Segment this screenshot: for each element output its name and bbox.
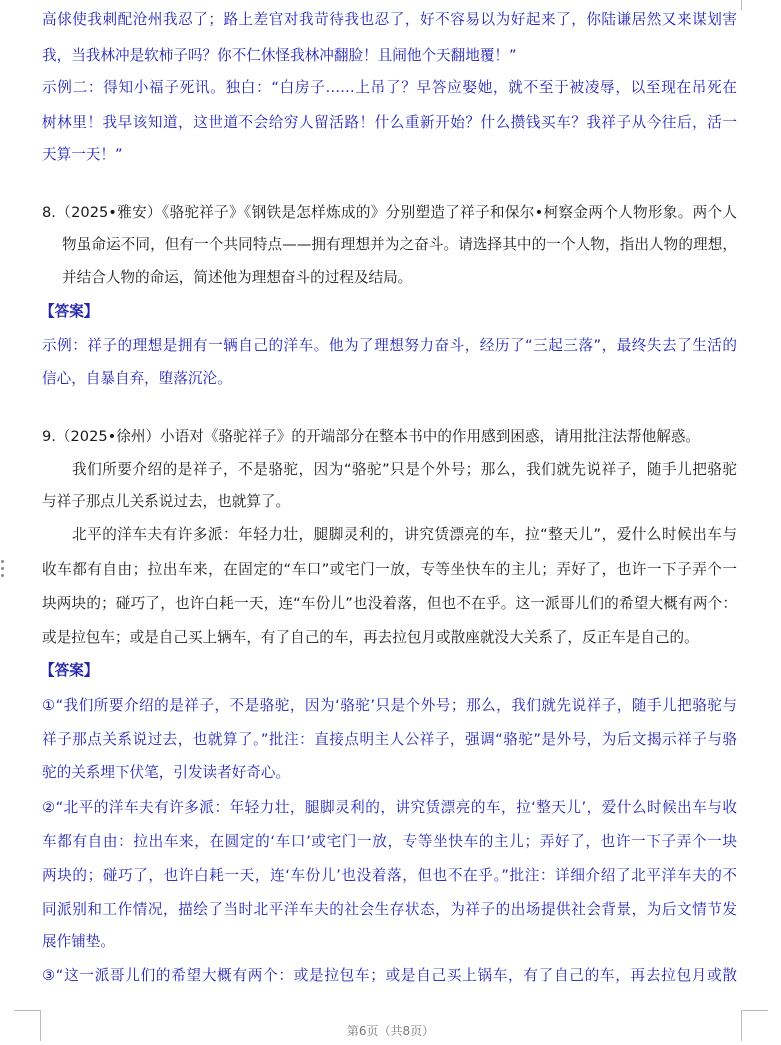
question-text-line: 物虽命运不同，但有一个共同特点——拥有理想并为之奋斗。请选择其中的一个人物，指出人物的理想， [62, 236, 737, 253]
question-text-line: 我们所要介绍的是祥子，不是骆驼，因为“骆驼”只是个外号；那么，我们就先说祥子，随手儿把骆驼 [72, 461, 737, 478]
question-text-line: 北平的洋车夫有许多派：年轻力壮，腿脚灵利的，讲究赁漂亮的车，拉“整天儿”，爱什么时候出车与 [72, 526, 737, 543]
question-text-line: 8.（2025•雅安）《骆驼祥子》《钢铁是怎样炼成的》分别塑造了祥子和保尔•柯察金两个人物形象。两个人 [42, 204, 737, 221]
answer-text-line: 示例：祥子的理想是拥有一辆自己的洋车。他为了理想努力奋斗，经历了“三起三落”，最终失去了生活的 [42, 337, 737, 354]
answer-text-line: 驼的关系埋下伏笔，引发读者好奇心。 [42, 764, 291, 781]
question-text-line: 并结合人物的命运，简述他为理想奋斗的过程及结局。 [62, 269, 413, 286]
answer-text-line: 树林里！我早该知道，这世道不会给穷人留活路！什么重新开始？什么攒钱买车？我祥子从今往后，活一 [42, 114, 737, 131]
answer-text-line: 同派别和工作情况，描绘了当时北平洋车夫的社会生存状态，为祥子的出场提供社会背景，为后文情节发 [42, 901, 737, 918]
answer-text-line: 祥子那点关系说过去，也就算了。”批注：直接点明主人公祥子，强调“骆驼”是外号，为后文揭示祥子与骆 [42, 731, 737, 748]
answer-text-line: 信心，自暴自弃，堕落沉沦。 [42, 370, 232, 387]
answer-text-line: 高俅使我刺配沧州我忍了；路上差官对我苛待我也忍了，好不容易以为好起来了，你陆谦居然又来谋划害 [42, 11, 737, 28]
answer-text-line: 展作铺垫。 [42, 933, 115, 950]
answer-label: 【答案】 [40, 303, 99, 320]
question-text-line: 或是拉包车；或是自己买上辆车，有了自己的车，再去拉包月或散座就没大关系了，反正车是自己的。 [42, 629, 699, 646]
answer-text-line: 天算一天！” [42, 146, 123, 163]
drag-handle-icon[interactable] [1, 560, 5, 581]
answer-text-line: ①“我们所要介绍的是祥子，不是骆驼，因为‘骆驼’只是个外号；那么，我们就先说祥子，随手儿把骆驼与 [42, 697, 737, 714]
answer-text-line: 我，当我林冲是软柿子吗？你不仁休怪我林冲翻脸！且闹他个天翻地覆！” [42, 47, 517, 64]
question-text-line: 块两块的；碰巧了，也许白耗一天，连“车份儿”也没着落，但也不在乎。这一派哥儿们的希望大概有两个： [42, 595, 737, 612]
question-text-line: 收车都有自由；拉出车来，在固定的“车口”或宅门一放，专等坐快车的主儿；弄好了，也许一下子弄个一 [42, 561, 737, 578]
answer-text-line: ②“北平的洋车夫有许多派：年轻力壮，腿脚灵利的，讲究赁漂亮的车，拉‘整天儿’，爱什么时候出车与收 [42, 799, 737, 816]
page-number: 第6页（共8页） [346, 1024, 435, 1038]
answer-text-line: ③“这一派哥儿们的希望大概有两个：或是拉包车；或是自己买上锅车，有了自己的车，再去拉包月或散 [42, 967, 737, 984]
question-text-line: 与祥子那点儿关系说过去，也就算了。 [42, 493, 291, 510]
answer-text-line: 示例二：得知小福子死讯。独白：“白房子……上吊了？早答应娶她，就不至于被凌辱，以至现在吊死在 [42, 79, 737, 96]
corner-mark-top-right [741, 0, 742, 10]
answer-text-line: 两块的；碰巧了，也许白耗一天，连‘车份儿’也没着落，但也不在乎。”批注：详细介绍了北平洋车夫的不 [42, 867, 737, 884]
question-text-line: 9.（2025•徐州）小语对《骆驼祥子》的开端部分在整本书中的作用感到困惑，请用批注法帮他解惑。 [42, 428, 701, 445]
answer-label: 【答案】 [40, 662, 99, 679]
answer-text-line: 车都有自由：拉出车来，在圆定的‘车口’或宅门一放，专等坐快车的主儿；弄好了，也许一下子弄个一块 [42, 833, 737, 850]
